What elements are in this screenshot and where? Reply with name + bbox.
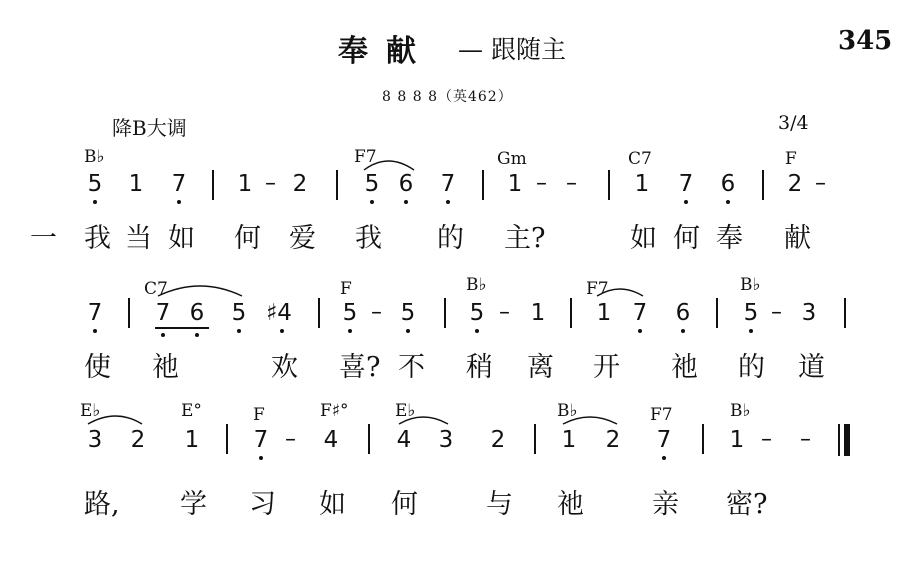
note: 6	[189, 300, 205, 326]
dash: –	[771, 300, 782, 325]
lyric-char: 密?	[726, 489, 768, 520]
note: 7	[171, 171, 187, 197]
note: 6	[398, 171, 414, 197]
dash: –	[285, 427, 296, 452]
chord-symbol: F7	[650, 405, 673, 425]
lyric-char: 欢	[271, 352, 298, 383]
note: 5	[231, 300, 247, 326]
chord-symbol: B♭	[730, 401, 751, 421]
note: 1	[507, 171, 523, 197]
note: 1	[561, 427, 577, 453]
lyric-char: 我	[84, 223, 111, 254]
note: 5	[342, 300, 358, 326]
note: 2	[292, 171, 308, 197]
note: 5	[400, 300, 416, 326]
lyric-char: 当	[125, 223, 152, 254]
note: 1	[729, 427, 745, 453]
note: 3	[801, 300, 817, 326]
dash: –	[815, 171, 826, 196]
lyric-char: 祂	[152, 352, 179, 383]
lyric-char: 的	[437, 223, 464, 254]
dash: –	[566, 171, 577, 196]
note: 2	[605, 427, 621, 453]
lyric-char: 何	[673, 223, 700, 254]
lyric-char: 喜?	[339, 352, 381, 383]
chord-symbol: E°	[181, 401, 202, 421]
note: 7	[155, 300, 171, 326]
chord-symbol: C7	[144, 279, 168, 299]
lyric-char: 何	[234, 223, 261, 254]
lyric-char: 我	[355, 223, 382, 254]
lyric-char: 祂	[671, 352, 698, 383]
note: 7	[440, 171, 456, 197]
note: 3	[87, 427, 103, 453]
note: 5	[743, 300, 759, 326]
note: 5	[469, 300, 485, 326]
note: 7	[87, 300, 103, 326]
slur	[364, 161, 414, 170]
lyric-char: 路,	[84, 489, 120, 520]
dash: –	[499, 300, 510, 325]
hymn-subtitle: — 跟随主	[458, 35, 566, 64]
hymn-title: 奉献	[338, 34, 434, 69]
chord-symbol: B♭	[84, 147, 105, 167]
lyric-char: 主?	[504, 223, 546, 254]
lyric-char: 一	[30, 223, 57, 254]
lyric-char: 亲	[652, 489, 679, 520]
note: 7	[632, 300, 648, 326]
note: 6	[675, 300, 691, 326]
meter-info: 8 8 8 8（英462）	[382, 89, 513, 105]
note: 1	[634, 171, 650, 197]
dash: –	[536, 171, 547, 196]
chord-symbol: F7	[586, 279, 609, 299]
lyric-char: 学	[180, 489, 207, 520]
note: 3	[438, 427, 454, 453]
lyric-char: 使	[84, 352, 111, 383]
chord-symbol: B♭	[466, 275, 487, 295]
chord-symbol: F	[785, 149, 797, 169]
chord-symbol: B♭	[557, 401, 578, 421]
note: 5	[87, 171, 103, 197]
key-signature: 降B大调	[112, 116, 187, 140]
lyric-char: 与	[486, 489, 513, 520]
lyric-char: 的	[738, 352, 765, 383]
note: 7	[656, 427, 672, 453]
lyric-char: 开	[593, 352, 620, 383]
hymn-number: 345	[838, 26, 893, 56]
lyric-char: 奉	[716, 223, 743, 254]
slur	[158, 286, 242, 296]
slur	[88, 416, 142, 424]
note: ♯4	[266, 300, 292, 326]
slur	[399, 417, 448, 424]
lyric-char: 道	[798, 352, 825, 383]
chord-symbol: C7	[628, 149, 652, 169]
lyric-char: 习	[249, 489, 276, 520]
chord-symbol: E♭	[395, 401, 416, 421]
lyric-char: 祂	[557, 489, 584, 520]
lyric-char: 如	[319, 489, 346, 520]
chord-symbol: F	[340, 279, 352, 299]
chord-symbol: B♭	[740, 275, 761, 295]
chord-symbol: F♯°	[320, 401, 349, 421]
note: 1	[237, 171, 253, 197]
dash: –	[800, 427, 811, 452]
note: 4	[396, 427, 412, 453]
dash: –	[371, 300, 382, 325]
note: 1	[128, 171, 144, 197]
note: 7	[253, 427, 269, 453]
dash: –	[265, 171, 276, 196]
dash: –	[761, 427, 772, 452]
chord-symbol: F7	[354, 147, 377, 167]
note: 1	[530, 300, 546, 326]
lyric-char: 稍	[466, 352, 493, 383]
note: 4	[323, 427, 339, 453]
lyric-char: 爱	[289, 223, 316, 254]
lyric-char: 何	[391, 489, 418, 520]
lyric-char: 不	[398, 352, 425, 383]
note: 1	[596, 300, 612, 326]
note: 2	[490, 427, 506, 453]
chord-symbol: Gm	[497, 149, 527, 169]
note: 2	[787, 171, 803, 197]
lyric-char: 献	[784, 223, 811, 254]
slur	[563, 417, 617, 424]
note: 1	[184, 427, 200, 453]
slur	[597, 289, 643, 296]
lyric-char: 如	[168, 223, 195, 254]
chord-symbol: E♭	[80, 401, 101, 421]
chord-symbol: F	[253, 405, 265, 425]
note: 2	[130, 427, 146, 453]
note: 5	[364, 171, 380, 197]
lyric-char: 如	[630, 223, 657, 254]
time-signature: 3/4	[778, 112, 809, 134]
note: 6	[720, 171, 736, 197]
note: 7	[678, 171, 694, 197]
lyric-char: 离	[527, 352, 554, 383]
